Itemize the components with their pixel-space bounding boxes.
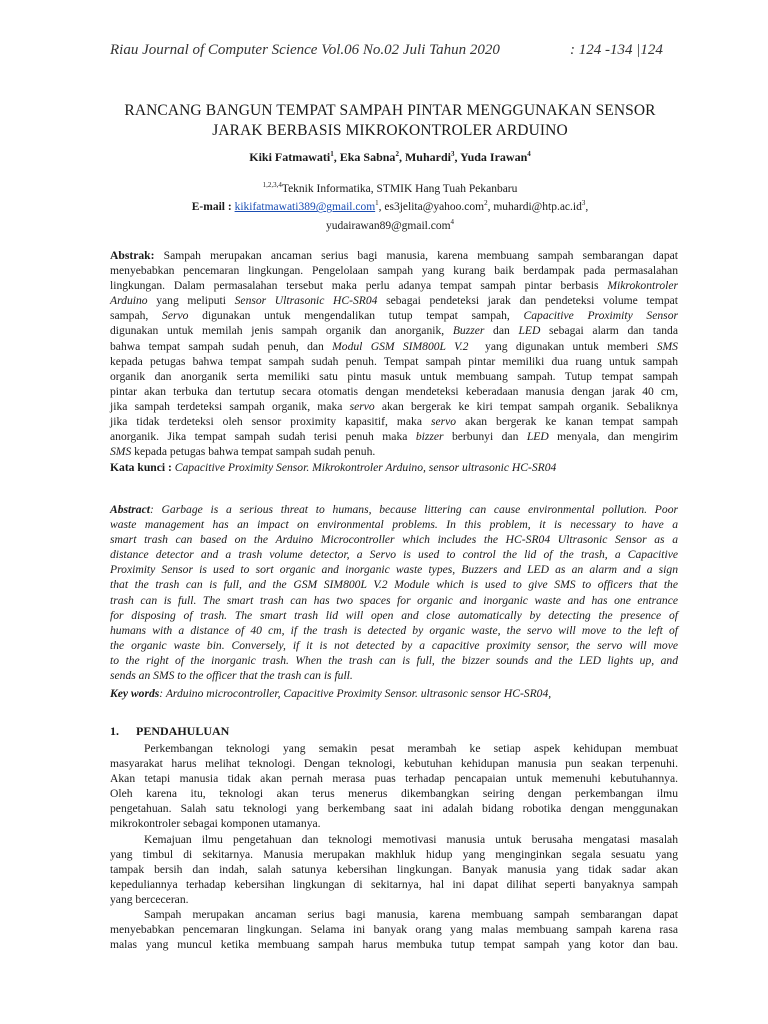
abstract-line: humans with a distance of 40 cm, if the trash is detected by organic waste, the servo will move to the left of xyxy=(110,623,678,637)
abstrak-line: bahwa tempat sampah sudah penuh, dan Modul GSM SIM800L V.2 yang digunakan untuk memberi SMS xyxy=(110,339,678,353)
abstrak-line: digunakan untuk memilah jenis sampah organik dan anorganik, Buzzer dan LED sebagai alarm dan tanda xyxy=(110,324,678,338)
section-title: PENDAHULUAN xyxy=(136,724,230,738)
abstrak-label: Abstrak: xyxy=(110,249,155,262)
kata-kunci-label: Kata kunci : xyxy=(110,461,172,474)
abstract-line: to the right of the inorganic trash. When the trash can is full, the bizzer sounds and the LED lights up, and xyxy=(110,653,678,667)
kata-kunci-text: Capacitive Proximity Sensor. Mikrokontroler Arduino, sensor ultrasonic HC-SR04 xyxy=(171,461,557,474)
body-line: masyarakat harus melihat teknologi. Dengan teknologi, kebutuhan kehidupan manusia pun seakan terpenuhi. xyxy=(110,757,678,771)
body-line: Perkembangan teknologi yang semakin pesat merambah ke setiap aspek kehidupan membuat xyxy=(144,742,678,755)
abstrak-paragraph xyxy=(110,248,678,459)
email-text: , muhardi@htp.ac.id xyxy=(487,201,582,214)
key-words-line xyxy=(110,686,678,701)
affiliation-sup: 1,2,3,4 xyxy=(262,181,282,189)
abstrak-line: pintar akan terbuka dan tertutup secara otomatis dengan mendeteksi keberadaan manusia dengan jarak 40 cm, xyxy=(110,384,678,398)
author-name: Muhardi xyxy=(404,150,451,164)
abstrak-line: anorganik. Jika tempat sampah sudah terisi penuh maka bizzer berbunyi dan LED menyala, dan mengirim xyxy=(110,430,679,444)
body-line: Akan tetapi manusia tidak akan pernah merasa puas terhadap pencapaian untuk memenuhi kebutuhannya. xyxy=(110,772,678,786)
author-sup: 4 xyxy=(527,150,531,158)
affiliation-text: Teknik Informatika, STMIK Hang Tuah Pekanbaru xyxy=(281,182,518,195)
abstract-line: Proximity Sensor is used to sort organic and inorganic waste types, Buzzers and LED as an alarm and a sign xyxy=(110,563,678,577)
email-sup: 4 xyxy=(450,217,455,226)
abstract-line: smart trash can based on the Arduino Microcontroller which includes the HC-SR04 Ultrasonic Sensor as a xyxy=(110,533,678,547)
abstract-line: Abstract: Garbage is a serious threat to humans, because littering can cause environmental pollution. Poor xyxy=(110,503,678,516)
section-number: 1. xyxy=(110,724,119,738)
body-line: kepeduliannya terhadap kebersihan lingkungan di sekitarnya, hal ini dapat dilihat seperti banyaknya sampah xyxy=(110,877,678,891)
email-sup: 1 xyxy=(375,199,379,208)
author-name: Yuda Irawan xyxy=(460,150,528,164)
abstract-line: for disposing of trash. The smart trash lid will open and close automatically by detecting the presence of xyxy=(110,608,678,622)
kata-kunci-line xyxy=(110,460,678,475)
abstrak-line: SMS kepada petugas bahwa tempat sampah sudah penuh. xyxy=(110,445,376,459)
abstrak-line: lingkungan. Dalam permasalahan tersebut maka perlu adanya tempat sampah pintar berbasis Mikrokontroler xyxy=(110,279,678,293)
abstrak-line: jika tidak terdeteksi oleh sensor proximity kapasitif, maka servo akan bergerak ke kanan tempat sampah xyxy=(110,415,678,429)
paper-title xyxy=(100,101,680,141)
body-line: pengetahuan. Salah satu teknologi yang berkembang saat ini adalah bidang robotika dengan menggunakan xyxy=(110,802,678,816)
abstract-line: distance detector and a trash volume detector, a Servo is used to control the lid of the trash, a Capacitive xyxy=(110,548,678,562)
kata-kunci xyxy=(110,460,678,475)
body-text xyxy=(110,741,678,952)
body-line: Sampah merupakan ancaman serius bagi manusia, karena membuang sampah sembarangan dapat xyxy=(144,908,678,922)
abstrak-line: kepada petugas bahwa tempat sampah sudah penuh. Tempat sampah pintar memiliki dua ruang untuk sampah xyxy=(110,354,678,368)
email-text: yudairawan89@gmail.com xyxy=(325,219,451,232)
author-name: Kiki Fatmawati xyxy=(249,150,331,164)
email-text: , es3jelita@yahoo.com xyxy=(378,201,485,214)
body-line: yang berceceran. xyxy=(110,892,189,906)
abstract-label: Abstract xyxy=(110,503,150,516)
abstrak-line: sampah, Servo digunakan untuk mengendalikan tutup tempat sampah, Capacitive Proximity Sensor xyxy=(110,309,678,323)
abstrak-line: menyebabkan pencemaran lingkungan. Pengelolaan sampah yang kurang baik berdampak pada permasalahan xyxy=(110,264,678,278)
email-line: E-mail : kikifatmawati389@gmail.com$^1$, es3jelita@yahoo.com$^2$, $muhardi@htp.ac.id^3$, xyxy=(191,199,589,214)
abstrak-line: Abstrak: Sampah merupakan ancaman serius bagi manusia, karena membuang sampah sembarangan dapat xyxy=(110,249,678,262)
email-label: E-mail : xyxy=(191,201,232,214)
body-line: mikrokontroler sebagai komponen utamanya. xyxy=(110,817,321,831)
abstract-line: the organic waste bin. Conversely, if it is not detected by a capacitive proximity sensor, the servo will move xyxy=(110,638,678,652)
author-sup: 1 xyxy=(330,150,334,158)
abstract-line: trash can is full. The smart trash can has two spaces for organic and inorganic waste and has one entrance xyxy=(110,593,678,607)
section-heading xyxy=(110,724,229,739)
author-name: Eka Sabna xyxy=(339,150,396,164)
abstrak-line: Arduino yang meliputi Sensor Ultrasonic HC-SR04 sebagai pendeteksi jarak dan pendeteksi volume tempat xyxy=(110,294,678,308)
abstrak-line: jika sampah terdeteksi sampah organik, maka servo akan bergerak ke kiri tempat sampah organik. Sebaliknya xyxy=(110,399,678,413)
body-line: yang timbul di sekitarnya. Manusia merupakan makhluk hidup yang menginginkan segala sesuatu yang xyxy=(110,847,678,861)
page-range: : 124 -134 |124 xyxy=(570,42,663,58)
email-line xyxy=(100,215,680,233)
abstract-paragraph xyxy=(110,502,678,683)
body-line: menyebabkan pencemaran lingkungan. Selama ini banyak orang yang malas membuang sampah karena rasa xyxy=(110,923,678,937)
email-link[interactable]: kikifatmawati389@gmail.com xyxy=(234,201,376,214)
author-sup: 2 xyxy=(395,150,399,158)
key-words xyxy=(110,686,678,701)
abstrak-line: organik dan anorganik serta memiliki satu pintu masuk untuk membuang sampah. Tutup tempat sampah xyxy=(110,369,678,383)
body-line: tampak bersih dan indah, salah satunya kebersihan lingkungan. Banyak manusia yang tidak sadar akan xyxy=(110,862,678,876)
abstract-line: sends an SMS to the officer that the trash can is full. xyxy=(110,669,353,683)
author-sup: 3 xyxy=(450,150,455,158)
email-sup: 3 xyxy=(581,199,586,208)
journal-name: Riau Journal of Computer Science Vol.06 No.02 Juli Tahun 2020 xyxy=(110,42,500,58)
title-line: RANCANG BANGUN TEMPAT SAMPAH PINTAR MENGGUNAKAN SENSOR xyxy=(124,102,656,119)
affiliation-line xyxy=(100,178,680,196)
affiliation-block xyxy=(100,178,680,233)
abstract-line: that the trash can is full, and the GSM SIM800L V.2 Module which is used to give SMS to officers that the xyxy=(110,578,678,592)
title-line: JARAK BERBASIS MIKROKONTROLER ARDUINO xyxy=(212,122,568,139)
body-line: Kemajuan ilmu pengetahuan dan teknologi memotivasi manusia untuk berusaha mengatasi masalah xyxy=(144,832,678,846)
key-words-label: Key words xyxy=(110,687,160,700)
abstract-line: waste management has an impact on environmental problems. In this problem, it is necessary to have a xyxy=(110,518,678,532)
author-list: Kiki Fatmawati$^1$, Eka Sabna$^2$, Muhardi$^3$, Yuda Irawan$^4$ xyxy=(249,150,531,164)
key-words-text: : Arduino microcontroller, Capacitive Proximity Sensor. ultrasonic sensor HC-SR04, xyxy=(159,687,552,700)
body-line: Oleh karena itu, teknologi akan terus menerus dikembangkan seiring dengan perkembangan ilmu xyxy=(110,787,678,801)
email-sup: 2 xyxy=(484,199,488,208)
body-line: malas yang muncul ketika membuang sampah harus membuka tutup tempat sampah yang kotor dan bau. xyxy=(110,938,678,952)
